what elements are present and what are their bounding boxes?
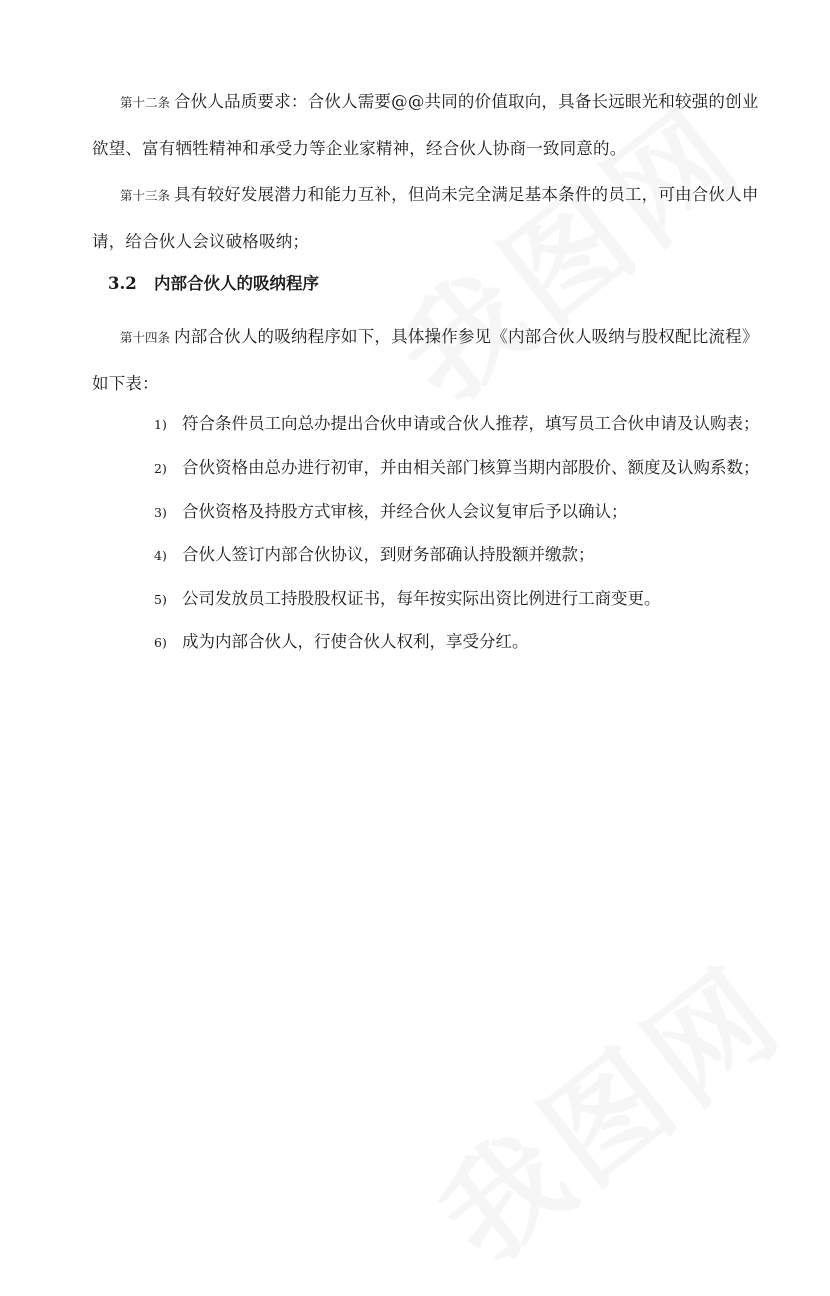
- article-text: 具有较好发展潜力和能力互补，但尚未完全满足基本条件的员工，可由合伙人申请，给合伙人会议破格吸纳；: [92, 185, 759, 251]
- section-title: 内部合伙人的吸纳程序: [154, 274, 319, 293]
- list-item: [154, 540, 595, 571]
- list-item-number: 5): [154, 592, 167, 607]
- article-label: 第十四条: [120, 330, 171, 345]
- article-label: 第十三条: [120, 188, 171, 203]
- list-item-number: 2): [154, 461, 167, 476]
- list-item: [154, 627, 529, 658]
- article-text: 内部合伙人的吸纳程序如下，具体操作参见《内部合伙人吸纳与股权配比流程》如下表：: [92, 327, 759, 393]
- list-item: [154, 497, 628, 528]
- list-item-number: 1): [154, 417, 167, 432]
- list-item-number: 6): [154, 635, 167, 650]
- article-14: [92, 314, 764, 407]
- list-item: [154, 409, 760, 440]
- article-label: 第十二条: [120, 95, 171, 110]
- article-text: 合伙人品质要求：合伙人需要@@共同的价值取向，具备长远眼光和较强的创业欲望、富有牺牲精神和承受力等企业家精神，经合伙人协商一致同意的。: [92, 92, 759, 158]
- article-13: [92, 172, 764, 265]
- list-item: [154, 584, 661, 615]
- list-item-text: 合伙资格及持股方式审核，并经合伙人会议复审后予以确认；: [182, 502, 628, 521]
- list-item-text: 符合条件员工向总办提出合伙申请或合伙人推荐，填写员工合伙申请及认购表；: [182, 414, 760, 433]
- list-item-number: 3): [154, 505, 167, 520]
- list-item-number: 4): [154, 548, 167, 563]
- watermark: [400, 920, 813, 1296]
- section-number: 3.2: [108, 274, 137, 293]
- list-item: [154, 453, 760, 484]
- list-item-text: 成为内部合伙人，行使合伙人权利，享受分红。: [182, 632, 529, 651]
- list-item-text: 公司发放员工持股股权证书，每年按实际出资比例进行工商变更。: [182, 589, 661, 608]
- article-12: [92, 79, 764, 172]
- list-item-text: 合伙资格由总办进行初审，并由相关部门核算当期内部股价、额度及认购系数；: [182, 458, 760, 477]
- list-item-text: 合伙人签订内部合伙协议，到财务部确认持股额并缴款；: [182, 545, 595, 564]
- section-heading: [108, 268, 319, 300]
